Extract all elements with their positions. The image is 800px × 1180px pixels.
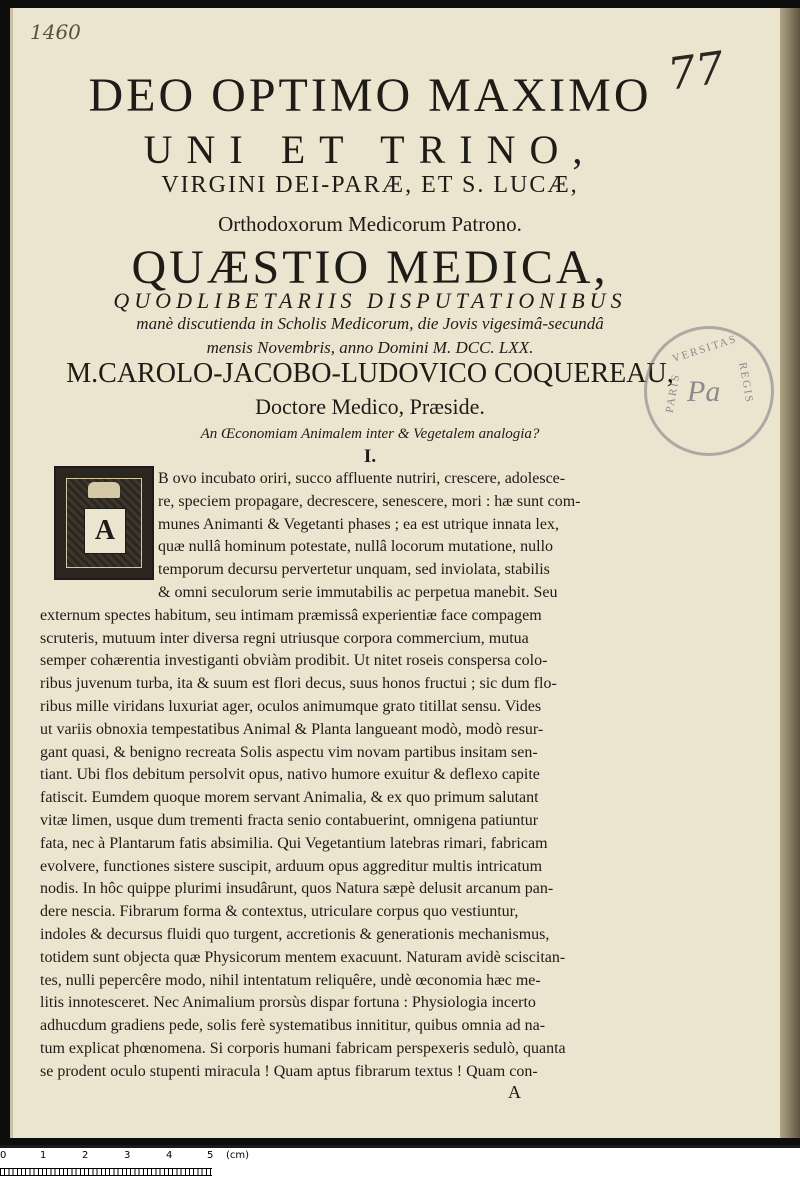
ruler-bar: [0, 1168, 212, 1176]
date-line-1: manè discutienda in Scholis Medicorum, die Jovis vigesimâ-secundâ: [136, 314, 604, 333]
body-line: munes Animanti & Vegetanti phases ; ea est utrique innata lex,: [158, 515, 559, 533]
scale-ruler: [0, 1148, 800, 1180]
manuscript-note: 1460: [30, 20, 81, 44]
body-line: vitæ limen, usque dum trementi fracta senio contabuerint, omnigena patiuntur: [40, 812, 539, 829]
stamp-center: Pa: [687, 375, 721, 408]
body-line: litis innotesceret. Nec Animalium prorsùs dispar fortuna : Physiologia incerto: [40, 994, 536, 1012]
stamp-text-side: REGIS: [736, 361, 756, 405]
ruler-number: 4: [166, 1150, 173, 1161]
body-line: ut variis obnoxia tempestatibus Animal & Planta langueant modò, modò resur-: [40, 720, 544, 738]
ruler-number: 0: [0, 1150, 7, 1161]
initial-letter: A: [84, 508, 126, 554]
body-line: tes, nulli pepercêre modo, nihil intentatum reliquêre, undè œconomia hæc me-: [40, 971, 541, 989]
body-line: quæ nullâ hominum potestate, nullâ locorum mutatione, nullo: [158, 538, 554, 556]
title-line-2: UNI ET TRINO,: [143, 127, 597, 172]
body-line: tum explicat phœnomena. Si corporis humani fabricam perspexeris sedulò, quanta: [40, 1040, 566, 1057]
title-line-7: [40, 312, 700, 360]
signature-mark: A: [508, 1082, 521, 1102]
title-line-6: QUODLIBETARIIS DISPUTATIONIBUS: [113, 288, 627, 313]
stamp-text-left: PARIS: [663, 372, 683, 414]
body-line: temporum decursu pervertetur unquam, sed inviolata, stabilis: [158, 561, 550, 579]
body-line: ribus juvenum turba, ita & suum est flori decus, suus honos fructui ; sic dum flo-: [40, 675, 557, 693]
body-line: ribus mille viridans luxuriat ager, oculos animumque grato titillat sensu. Vides: [40, 698, 542, 715]
body-line: B ovo incubato oriri, succo affluente nutriri, crescere, adolesce-: [158, 470, 566, 487]
body-line: adhucdum gradiens pede, solis ferè systematibus innititur, quibus omnia ad na-: [40, 1017, 546, 1035]
body-line: nodis. In hôc quippe plurimi insudârunt, quos Natura sæpè delusit arcanum pan-: [40, 880, 554, 898]
ruler-number: 5: [207, 1150, 214, 1161]
manuscript-number: 77: [664, 42, 728, 101]
body-line: scruteris, mutuum inter diversa regni utriusque corpora commercium, mutua: [40, 629, 529, 647]
crown-icon: [88, 482, 120, 498]
body-line: fatiscit. Eumdem quoque morem servant Animalia, & ex quo primum salutant: [40, 789, 539, 807]
section-number: I.: [363, 446, 377, 467]
body-line: re, speciem propagare, decrescere, senescere, mori : hæ sunt com-: [158, 492, 581, 510]
ruler-number: 3: [124, 1150, 131, 1161]
body-line: tiant. Ubi flos debitum persolvit opus, nativo humore exuitur & deflexo capite: [40, 766, 540, 784]
title-line-4: Orthodoxorum Medicorum Patrono.: [218, 212, 522, 236]
body-line: evolvere, functiones sistere suscipit, arduum opus aggreditur multis intricatum: [40, 857, 543, 875]
date-line-2: mensis Novembris, anno Domini M. DCC. LXX.: [206, 338, 534, 357]
body-line: semper cohærentia investiganti obviàm prodibit. Ut nitet roseis conspersa colo-: [40, 652, 548, 670]
title-line-5: QUÆSTIO MEDICA,: [131, 241, 609, 294]
body-line: & omni seculorum serie immutabilis ac perpetua manebit. Seu: [158, 584, 558, 601]
ruler-unit: (cm): [226, 1150, 250, 1161]
body-line: fata, nec à Plantarum fatis absimilia. Qui Vegetantium latebras rimari, fabricam: [40, 834, 548, 852]
question-line: An Œconomiam Animalem inter & Vegetalem analogia?: [200, 426, 540, 442]
library-stamp: [644, 326, 774, 456]
title-line-1: DEO OPTIMO MAXIMO: [88, 69, 652, 122]
stamp-text-top: VERSITAS: [670, 332, 739, 366]
body-line: gant quasi, & benigno recreata Solis aspectu vim novam partibus insitam sen-: [40, 743, 538, 761]
body-line: dere nescia. Fibrarum forma & contextus, utriculare corpus quo vestiuntur,: [40, 903, 519, 921]
ruler-number: 2: [82, 1150, 89, 1161]
body-line: externum spectes habitum, seu intimam præmissâ experientiæ face compagem: [40, 606, 542, 624]
page-edge: [780, 8, 800, 1138]
ruler-number: 1: [40, 1150, 47, 1161]
body-line: indoles & decursus fluidi quo turgent, accretionis & generationis mechanismus,: [40, 926, 550, 943]
body-line: totidem sunt objecta quæ Physicorum mentem exacuunt. Naturam avidè sciscitan-: [40, 948, 566, 966]
president-name: M.CAROLO-JACOBO-LUDOVICO COQUEREAU,: [66, 358, 674, 389]
president-title: Doctore Medico, Præside.: [255, 394, 485, 419]
title-line-3: VIRGINI DEI-PARÆ, ET S. LUCÆ,: [161, 172, 579, 198]
body-line: se prodent oculo stupenti miracula ! Quam aptus fibrarum textus ! Quam con-: [40, 1062, 538, 1080]
decorated-initial: [54, 466, 154, 580]
